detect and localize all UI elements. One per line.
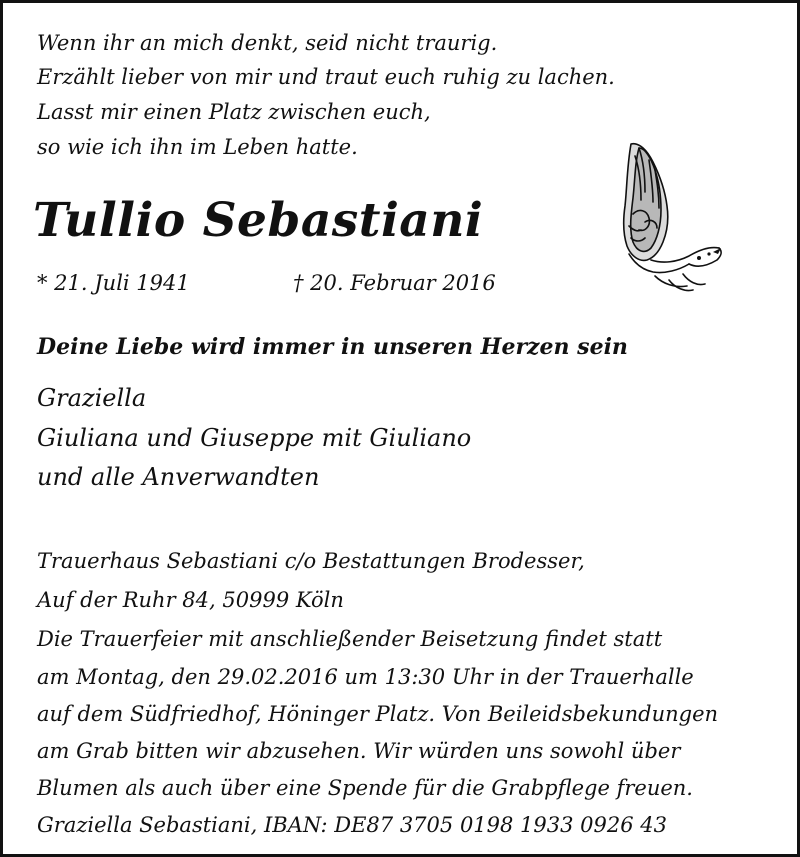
notice-line-7: Blumen als auch über eine Spende für die Grabpflege freuen.: [37, 776, 693, 800]
birth-date: * 21. Juli 1941: [37, 271, 190, 295]
mourner-line-3: und alle Anverwandten: [37, 463, 320, 491]
poem-line-1: Wenn ihr an mich denkt, seid nicht traurig.: [37, 31, 498, 55]
poem-line-3: Lasst mir einen Platz zwischen euch,: [37, 100, 431, 124]
notice-line-3: Die Trauerfeier mit anschließender Beisetzung findet statt: [37, 627, 663, 651]
notice-line-8: Graziella Sebastiani, IBAN: DE87 3705 0198 1933 0926 43: [37, 813, 668, 837]
poem-line-4: so wie ich ihn im Leben hatte.: [37, 135, 358, 159]
motto: Deine Liebe wird immer in unseren Herzen sein: [37, 334, 628, 360]
notice-line-6: am Grab bitten wir abzusehen. Wir würden uns sowohl über: [37, 739, 681, 763]
deceased-name: Tullio Sebastiani: [33, 193, 484, 248]
notice-line-4: am Montag, den 29.02.2016 um 13:30 Uhr in der Trauerhalle: [37, 665, 694, 689]
mourner-line-1: Graziella: [37, 384, 147, 412]
poem-line-2: Erzählt lieber von mir und traut euch ruhig zu lachen.: [37, 65, 615, 89]
mourner-line-2: Giuliana und Giuseppe mit Giuliano: [37, 424, 472, 452]
death-date: † 20. Februar 2016: [293, 271, 496, 295]
notice-line-1: Trauerhaus Sebastiani c/o Bestattungen Brodesser,: [37, 549, 585, 573]
praying-hands-icon: [609, 136, 729, 296]
notice-line-5: auf dem Südfriedhof, Höninger Platz. Von Beileidsbekundungen: [37, 702, 719, 726]
notice-line-2: Auf der Ruhr 84, 50999 Köln: [37, 588, 344, 612]
